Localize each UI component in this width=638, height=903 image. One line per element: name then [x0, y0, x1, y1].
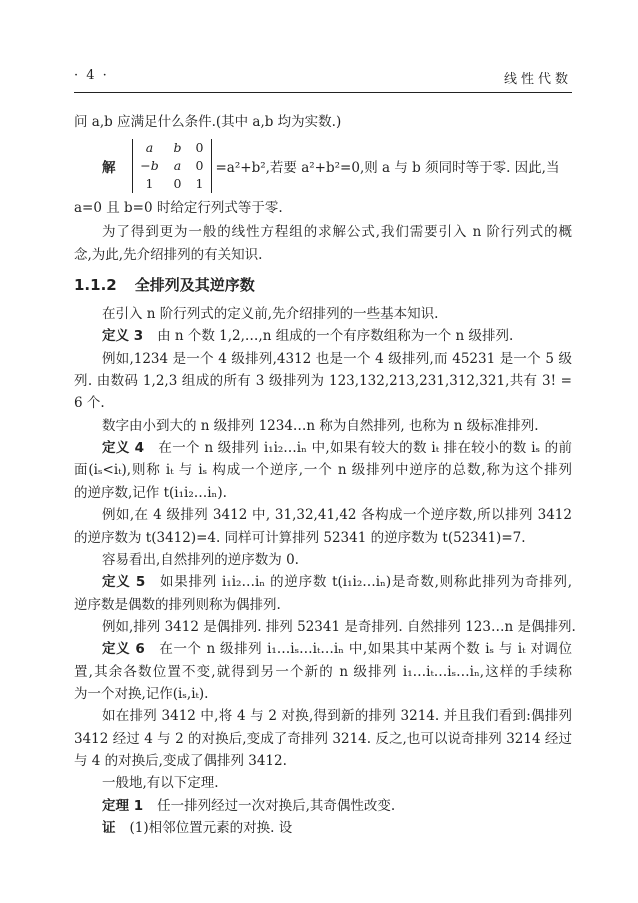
line-text: 在一个 n 级排列 i₁i₂…iₙ 中,如果有较大的数 iₜ 排在较小的数 iₛ 的前	[158, 440, 572, 457]
line-text: 面(iₛ<iₜ),则称 iₜ 与 iₛ 构成一个逆序,一个 n 级排列中逆序的总数,称为这个排列	[74, 462, 572, 479]
problem-line: 问 a,b 应满足什么条件.(其中 a,b 均为实数.)	[74, 114, 342, 130]
text-line	[74, 484, 572, 502]
definition-label: 定义 3	[102, 328, 144, 345]
definition-line	[74, 573, 572, 591]
line-text: 在引入 n 阶行列式的定义前,先介绍排列的一些基本知识.	[102, 306, 439, 322]
line-text: 容易看出,自然排列的逆序数为 0.	[102, 551, 299, 568]
text-line	[74, 596, 572, 614]
line-text: 如果排列 i₁i₂…iₙ 的逆序数 t(i₁i₂…iₙ)是奇数,则称此排列为奇排列,	[159, 574, 572, 591]
text-line	[74, 618, 576, 636]
line-text: 的逆序数为 t(3412)=4. 同样可计算排列 52341 的逆序数为 t(52341)=7.	[74, 529, 526, 546]
section-number: 1.1.2	[74, 276, 117, 294]
text-line	[74, 752, 572, 770]
line-text: 如在排列 3412 中,将 4 与 2 对换,得到新的排列 3214. 并且我们看到:偶排列	[102, 708, 572, 725]
text-line	[74, 529, 572, 547]
line-text: 一般地,有以下定理.	[102, 775, 219, 792]
text-line	[74, 394, 572, 412]
det-cell: a	[173, 158, 182, 173]
section-heading	[74, 274, 255, 295]
line-text: (1)相邻位置元素的对换. 设	[129, 820, 293, 837]
solution-line	[102, 138, 559, 194]
text-line	[74, 774, 572, 792]
line-text: 数字由小到大的 n 级排列 1234…n 称为自然排列, 也称为 n 级标准排列.	[102, 417, 539, 434]
line-text: 任一排列经过一次对换后,其奇偶性改变.	[157, 797, 396, 814]
definition-line	[74, 640, 572, 658]
definition-label: 定义 4	[102, 440, 145, 457]
text-line	[74, 707, 572, 725]
line-text: 例如,1234 是一个 4 级排列,4312 也是一个 4 级排列,而 45231 是一个 5 级	[102, 350, 572, 367]
running-header-title: 线性代数	[503, 72, 572, 87]
solution-text: =a²+b²,若要 a²+b²=0,则 a 与 b 须同时等于零. 因此,当	[215, 160, 560, 176]
line-text: 逆序数是偶数的排列则称为偶排列.	[74, 596, 281, 613]
definition-label: 定理 1	[102, 797, 144, 814]
line-text: 与 4 的对换后,变成了偶排列 3412.	[74, 753, 287, 769]
text-line	[74, 551, 572, 569]
determinant	[132, 139, 212, 193]
line-text: 在一个 n 级排列 i₁…iₛ…iₜ…iₙ 中,如果其中某两个数 iₛ 与 iₜ 对调位	[158, 641, 572, 658]
det-cell: 1	[145, 176, 154, 191]
det-cell: 0	[173, 176, 182, 191]
line-text: 例如,在 4 级排列 3412 中, 31,32,41,42 各构成一个逆序数,所以排列 3412	[102, 507, 572, 524]
line-text: 置,其余各数位置不变,就得到另一个新的 n 级排列 i₁…iₜ…iₛ…iₙ,这样的手续称	[74, 663, 572, 680]
conclusion-line: a=0 且 b=0 时给定行列式等于零.	[74, 200, 283, 216]
det-cell: −b	[140, 158, 159, 173]
line-text: 6 个.	[74, 395, 105, 412]
text-line	[74, 506, 572, 524]
definition-label: 证	[102, 820, 116, 837]
text-line	[74, 305, 572, 323]
section-title: 全排列及其逆序数	[134, 276, 255, 294]
text-line	[74, 685, 572, 703]
det-cell: 0	[195, 140, 204, 155]
paragraph-line: 念,为此,先介绍排列的有关知识.	[74, 247, 263, 263]
definition-line	[74, 439, 572, 457]
det-cell: b	[173, 140, 182, 155]
text-line	[74, 350, 572, 368]
definition-label: 定义 5	[102, 574, 146, 591]
text-line	[74, 730, 572, 748]
solution-label: 解	[102, 160, 116, 176]
det-cell: a	[145, 140, 154, 155]
line-text: 3412 经过 4 与 2 的对换后,变成了奇排列 3214. 反之,也可以说奇排列 3214 经过	[74, 730, 572, 747]
det-cell: 0	[195, 158, 204, 173]
line-text: 由 n 个数 1,2,…,n 组成的一个有序数组称为一个 n 级排列.	[157, 328, 514, 345]
page-number: · 4 ·	[74, 68, 109, 83]
definition-line	[74, 327, 572, 345]
line-text: 的逆序数,记作 t(i₁i₂…iₙ).	[74, 484, 227, 501]
definition-line	[74, 797, 572, 815]
definition-label: 定义 6	[102, 641, 145, 658]
text-line	[74, 372, 572, 390]
text-line	[74, 461, 572, 479]
line-text: 为一个对换,记作(iₛ,iₜ).	[74, 685, 209, 702]
definition-line	[74, 819, 572, 837]
det-cell: 1	[195, 176, 204, 191]
header-rule	[74, 92, 572, 93]
paragraph-line: 为了得到更为一般的线性方程组的求解公式,我们需要引入 n 阶行列式的概	[102, 224, 572, 240]
text-line	[74, 663, 572, 681]
text-line	[74, 417, 572, 435]
line-text: 列. 由数码 1,2,3 组成的所有 3 级排列为 123,132,213,231,312,321,共有 3! =	[74, 373, 572, 390]
line-text: 例如,排列 3412 是偶排列. 排列 52341 是奇排列. 自然排列 123…n 是偶排列.	[102, 618, 576, 635]
